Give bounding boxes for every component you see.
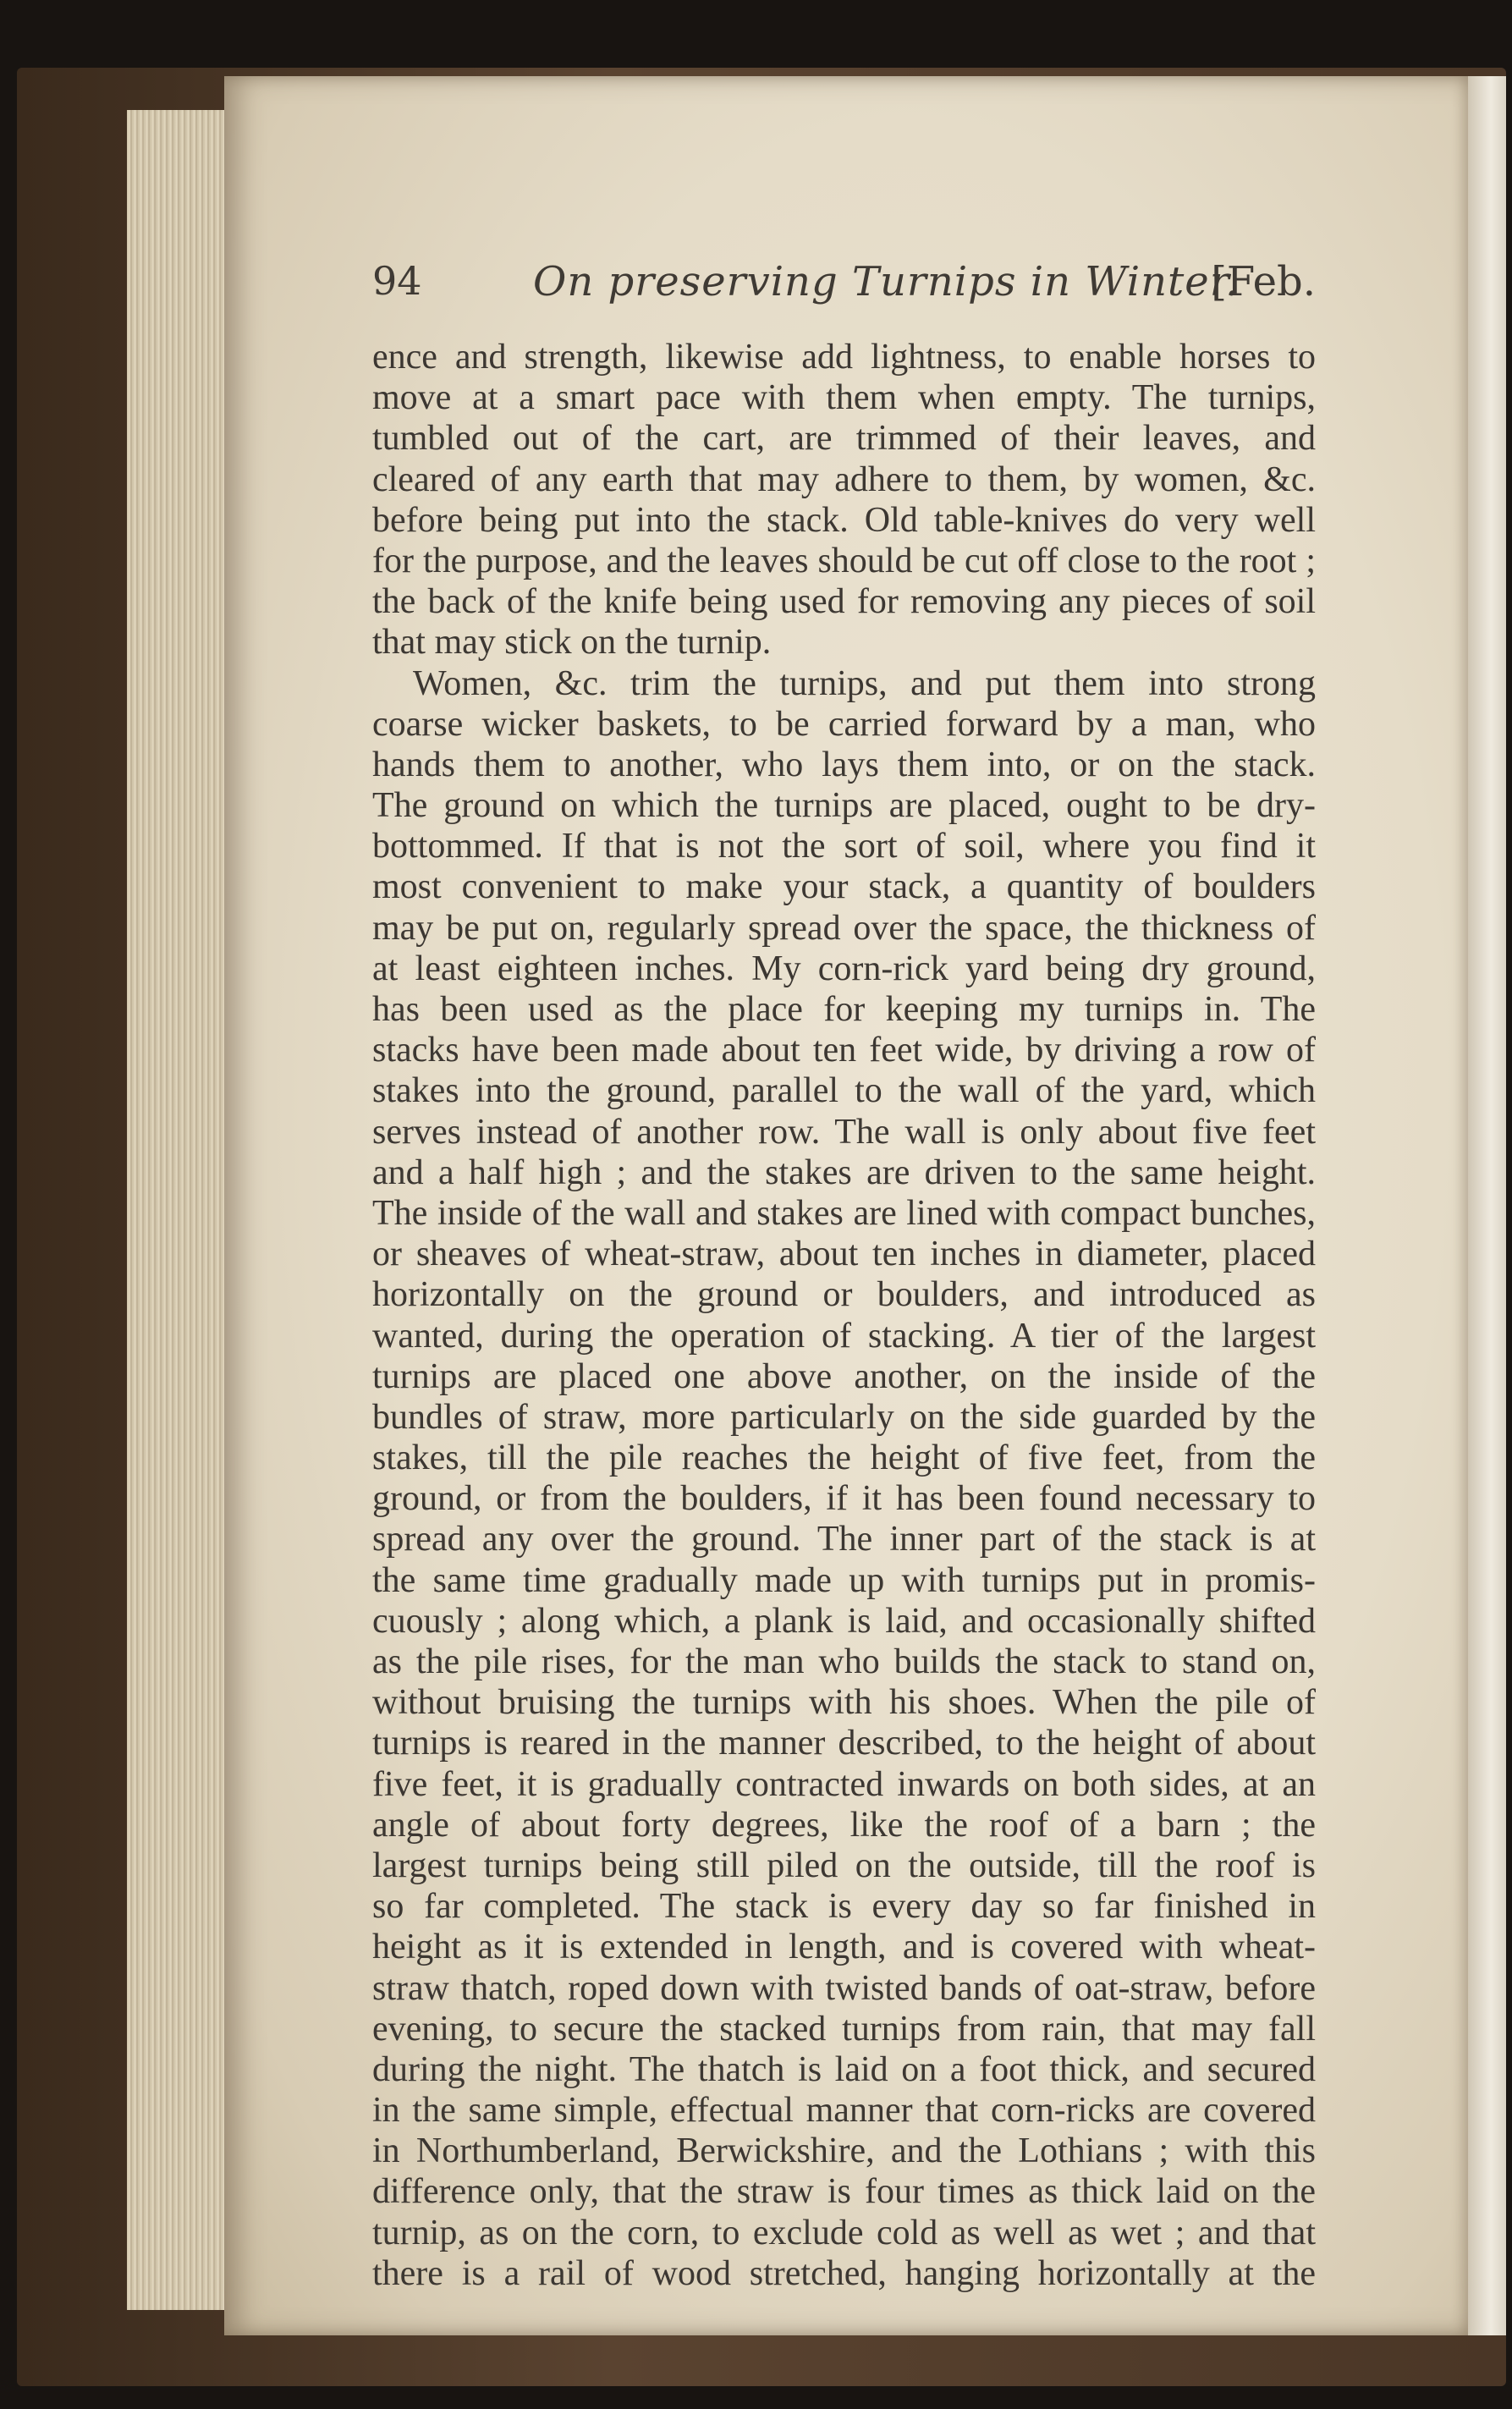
text-line: as the pile rises, for the man who builds the stack to stand on, [372,1642,1316,1681]
text-line: there is a rail of wood stretched, hanging horizontally at the [372,2253,1316,2293]
page-number: 94 [372,258,422,304]
text-line: serves instead of another row. The wall is only about five feet [372,1112,1316,1152]
text-line: so far completed. The stack is every day so far finished in [372,1887,1316,1927]
text-line: at least eighteen inches. My corn-rick yard being dry ground, [372,949,1316,988]
running-title: On preserving Turnips in Winter. [533,258,1240,305]
text-line: has been used as the place for keeping my turnips in. The [372,990,1316,1029]
text-line: tumbled out of the cart, are trimmed of their leaves, and [372,419,1316,459]
text-line: spread any over the ground. The inner part of the stack is at [372,1520,1316,1559]
text-line: evening, to secure the stacked turnips from rain, that may fall [372,2009,1316,2049]
text-line: cleared of any earth that may adhere to them, by women, &c. [372,459,1316,499]
text-line: turnips are placed one above another, on the inside of the [372,1356,1316,1396]
text-line: most convenient to make your stack, a quantity of boulders [372,867,1316,907]
text-line: coarse wicker baskets, to be carried forward by a man, who [372,704,1316,744]
text-line: bundles of straw, more particularly on the side guarded by the [372,1397,1316,1437]
text-line: height as it is extended in length, and is covered with wheat- [372,1928,1316,1967]
text-line: stakes into the ground, parallel to the wall of the yard, which [372,1071,1316,1111]
text-line: and a half high ; and the stakes are driven to the same height. [372,1152,1316,1192]
text-line: The inside of the wall and stakes are lined with compact bunches, [372,1193,1316,1233]
text-line: the back of the knife being used for removing any pieces of soil [372,582,1316,622]
text-line: stacks have been made about ten feet wide, by driving a row of [372,1031,1316,1070]
text-line: ground, or from the boulders, if it has been found necessary to [372,1479,1316,1519]
text-line: Women, &c. trim the turnips, and put them into strong [413,663,1316,703]
text-line: largest turnips being still piled on the outside, till the roof is [372,1845,1316,1885]
text-line: cuously ; along which, a plank is laid, and occasionally shifted [372,1601,1316,1641]
text-line: stakes, till the pile reaches the height of five feet, from the [372,1438,1316,1478]
text-line: turnips is reared in the manner described, to the height of about [372,1724,1316,1763]
body-text [372,337,1316,2294]
text-line: before being put into the stack. Old table-knives do very well [372,500,1316,540]
page-edges [127,110,228,2310]
text-line: in Northumberland, Berwickshire, and the Lothians ; with this [372,2131,1316,2171]
text-line: move at a smart pace with them when empty. The turnips, [372,378,1316,418]
text-line: wanted, during the operation of stacking. A tier of the largest [372,1316,1316,1356]
text-line: straw thatch, roped down with twisted bands of oat-straw, before [372,1968,1316,2008]
text-line: in the same simple, effectual manner that corn-ricks are covered [372,2091,1316,2131]
text-line: hands them to another, who lays them into, or on the stack. [372,745,1316,784]
text-line: angle of about forty degrees, like the roof of a barn ; the [372,1805,1316,1845]
text-line: during the night. The thatch is laid on a foot thick, and secured [372,2049,1316,2089]
text-line: bottommed. If that is not the sort of soil, where you find it [372,827,1316,866]
text-line: or sheaves of wheat-straw, about ten inches in diameter, placed [372,1235,1316,1274]
text-line: horizontally on the ground or boulders, and introduced as [372,1275,1316,1315]
text-line: the same time gradually made up with turnips put in promis- [372,1560,1316,1600]
text-line: The ground on which the turnips are placed, ought to be dry- [372,786,1316,826]
text-line: difference only, that the straw is four times as thick laid on the [372,2172,1316,2212]
text-line: ence and strength, likewise add lightness, to enable horses to [372,338,1316,377]
next-page-edge [1468,76,1506,2335]
page-header [372,258,1316,326]
text-line: five feet, it is gradually contracted inwards on both sides, at an [372,1764,1316,1804]
text-line: turnip, as on the corn, to exclude cold as well as wet ; and that [372,2213,1316,2252]
month-label: [Feb. [1211,258,1316,305]
text-line: without bruising the turnips with his shoes. When the pile of [372,1683,1316,1723]
text-line: may be put on, regularly spread over the space, the thickness of [372,908,1316,948]
text-line: that may stick on the turnip. [372,623,772,663]
text-line: for the purpose, and the leaves should be cut off close to the root ; [372,541,1316,580]
